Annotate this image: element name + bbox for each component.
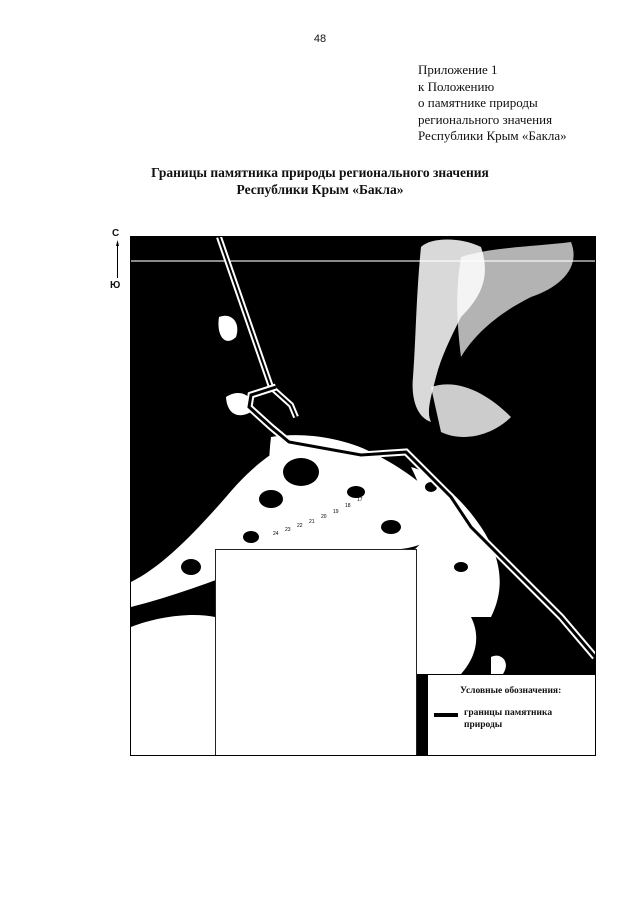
document-title-line-2: Республики Крым «Бакла» <box>236 182 404 197</box>
plot-number: 17 <box>357 497 363 503</box>
plot-number: 18 <box>345 503 351 509</box>
plot-number: 22 <box>297 523 303 529</box>
north-arrow-icon <box>116 240 119 278</box>
document-title <box>0 164 640 198</box>
plot-number: 21 <box>309 519 315 525</box>
appendix-line-3: о памятнике природы <box>418 95 538 110</box>
page-number: 48 <box>313 33 327 45</box>
document-title-line-1: Границы памятника природы регионального значения <box>151 165 489 180</box>
map-legend <box>427 674 596 756</box>
north-arrow <box>108 228 128 294</box>
boundary-line-symbol <box>434 713 458 717</box>
plot-number: 19 <box>333 509 339 515</box>
plot-number: 24 <box>273 531 279 537</box>
satellite-map <box>130 236 596 756</box>
north-label: С <box>112 228 120 239</box>
masked-area <box>215 549 417 756</box>
appendix-line-5: Республики Крым «Бакла» <box>418 128 567 143</box>
south-label: Ю <box>110 280 121 291</box>
appendix-note <box>418 62 633 145</box>
appendix-line-1: Приложение 1 <box>418 62 498 77</box>
legend-title: Условные обозначения: <box>460 686 562 696</box>
appendix-line-4: регионального значения <box>418 111 553 127</box>
plot-number: 20 <box>321 514 327 520</box>
appendix-line-2: к Положению <box>418 78 495 94</box>
legend-boundary-label: границы памятника природы <box>464 708 553 730</box>
plot-number: 23 <box>285 527 291 533</box>
